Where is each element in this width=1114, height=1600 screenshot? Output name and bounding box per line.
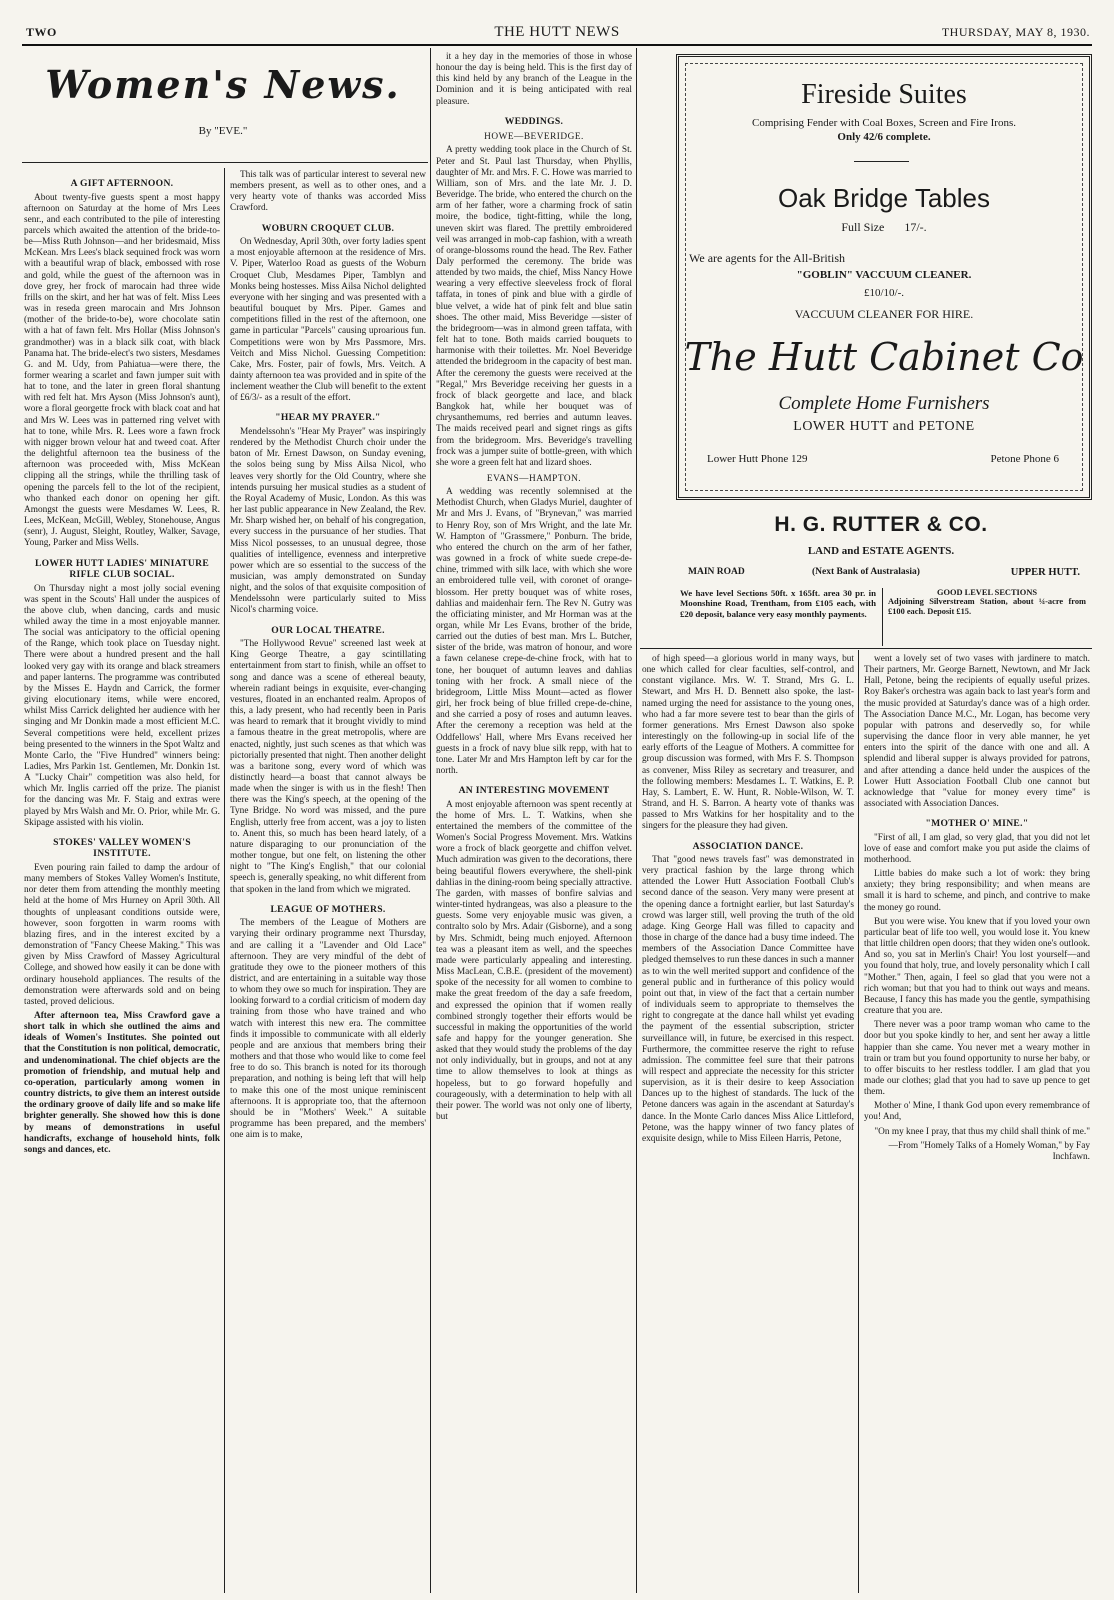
rutter-main-road: MAIN ROAD (688, 567, 745, 577)
article-text: A pretty wedding took place in the Church of St. Peter and St. Paul last Thursday, when Phyllis, daughter of Mr. and Mrs. F. C. Howe was married to William, son of Mrs. and the late Mr. J. D. Beveridge. The bride, who entered the church on the arm of her father, wore a charming frock of satin moire, the bodice, tight-fitting, while the long, uneven skirt was flared. The prettily embroidered veil was arranged in mob-cap fashion, with a wreath of orange-blossoms round the head. The Rev. Father Daly performed the ceremony. The bride was attended by two maids, the chief, Miss Nancy Howe wearing a very effective sleeveless frock of floral taffata, in tones of pink and blue with a girdle of blue velvet, a wide hat of pink felt and blue satin shoes. The other maid, Miss Beveridge —sister of the bridegroom—was in almond green taffata, with felt hat to tone. Both maids carried bouquets to harmonise with their toilettes. Mr. Noel Beveridge attended the bridegroom in the capacity of best man. After the ceremony the guests were received at the "Regal," Mrs Beveridge receiving her guests in a frock of black georgette and lace, and black Bangkok hat, while her bouquet was of chrysanthemums, red berries and autumn leaves. The maids received pearl and signet rings as gifts from the bridegroom. Mrs. Beveridge's travelling frock was a jumper suite of bottle-green, with which she wore a green felt hat and lizard shoes. (436, 145, 632, 468)
heading-local-theatre: OUR LOCAL THEATRE. (271, 624, 385, 636)
heading-league-of-mothers: LEAGUE OF MOTHERS. (270, 903, 386, 915)
ad-agents: We are agents for the All-British (689, 251, 845, 265)
article-text: Even pouring rain failed to damp the ardour of many members of Stokes Valley Women's Institute, nor deter them from attending the monthly meeting held at the home of Mrs Hurney on April 30th. All thoughts of unpleasant conditions outside were, however, soon forgotten in warm rooms with blazing fires, and in the interest excited by a demonstration of "Fancy Cheese Making." This was given by Miss Crawford of Massey Agricultural College, and showed how easily it can be done with ordinary household appliances. The results of the demonstration were afterwards sold and on being tasted, proved delicious. (24, 862, 220, 1007)
ad-hire: VACCUUM CLEANER FOR HIRE. (794, 307, 974, 321)
column-5 (864, 654, 1090, 1594)
ad-goblin: "GOBLIN" VACCUUM CLEANER. (796, 269, 972, 281)
article-text: After afternoon tea, Miss Crawford gave a short talk in which she outlined the aims and ideals of Women's Institutes. She pointed out that the Constitution is non political, democratic, and undenominational. The chief objects are the promotion of friendship, and mutual help and co-operation, particularly among women in country districts, to give them an interest outside the ordinary groove of daily life and so make life brighter generally. She showed how this is done by means of demonstrations in useful handicrafts, exchange of household hints, folk songs and dances, etc. (24, 1010, 220, 1155)
article-text: There never was a poor tramp woman who came to the door but you spoke kindly to her, and sent her away a little happier than she came. You never met a weary mother in train or tram but you found opportunity to nurse her baby, or to offer biscuits to her restless toddler. I am glad that you made our clothes; glad that you had to save up pence to get them. (864, 1020, 1090, 1098)
banner-rule (22, 162, 428, 163)
ad-tables-size (679, 220, 1089, 235)
article-text: This talk was of particular interest to several new members present, as well as to other ones, and a very hearty vote of thanks was accorded Miss Crawford. (230, 170, 426, 214)
ad-tagline: Complete Home Furnishers (778, 393, 990, 414)
article-text: On Thursday night a most jolly social evening was spent in the Scouts' Hall under the auspices of the above club, when dancing, cards and music whiled away the time in a most enjoyable manner. The social was anticipatory to the official opening of the Range, which took place on Tuesday night. There were about a hundred present and the hall looked very gay with its orange and black streamers and paper lanterns. The programme was contributed by the Misses E. Haydn and Carrick, the former giving elocutionary items, while were encored, whilst Miss Carrick delighted her audience with her singing and Mr Donkin made a most efficient M.C. Several competitions were held, excellent prizes being presented to the winners in the Spot Waltz and Monte Carlo, the "Five Hundred" winners being: Ladies, Mrs Parkin 1st. Gentlemen, Mr. Donkin 1st. A "Lucky Chair" competition was also held, for which Mr. Inglis carried off the prize. The pianist for the dancing was Mr. F. Staig and extras were played by Mrs Walsh and Mr. O. Prior, while Mr. G. Skipage assisted with his violin. (24, 583, 220, 828)
article-text: Little babies do make such a lot of work: they bring anxiety; they bring responsibility; and when means are small it is hard to scheme, and pinch, and contrive to make the money go round. (864, 869, 1090, 913)
article-text: But you were wise. You knew that if you loved your own particular beat of life too well, you would lose it. You knew that little children open doors; that they widen one's outlook. And so, you sat in Merlin's Chair! You lost yourself—and you found that holy, true, and lovely personality which I call "Mother." Then, again, I feel so glad that you were not a rich woman; but that you had to think out ways and means. Because, I fancy this has made you the gentle, sympathising creature that you are. (864, 916, 1090, 1017)
ad-tables-price: 17/-. (904, 220, 927, 234)
section-title: Women's News. (45, 62, 401, 107)
rutter-company: H. G. RUTTER & CO. (774, 513, 988, 536)
heading-woburn-croquet: WOBURN CROQUET CLUB. (261, 222, 395, 234)
article-text: That "good news travels fast" was demonstrated in very practical fashion by the large throng which attended the Lower Hutt Association Football Club's second dance of the season. Very many were present at the opening dance a fortnight earlier, but last Saturday's crowd was larger still, well proving the truth of the old adage. King George Hall was filled to capacity and those in charge of the dance had a busy time indeed. The members of the Association Dance Committee have pledged themselves to run these dances in such a manner as to win the well merited support and confidence of the general public and in furtherance of this policy would point out that, in view of the fact that a certain number of individuals seem to appropriate to themselves the right to congregate at the dance hall whilst yet evading the payment of the essential subscription, stricter surveillance will, in future, be exercised in this respect. Furthermore, the committee reserve the right to refuse admission. The committee feel sure that their patrons will respect and appreciate the necessity for this stricter supervision, as it is their desire to keep Association Dances up to the highest of standards. The luck of the Petone dancers was again in the ascendant at Saturday's dance. In the Monte Carlo dances Miss Alice Littleford, Petone, was the happy winner of two fancy plates of exquisite design, while to Miss Eileen Harris, Petone, (642, 855, 854, 1144)
ad-fireside-price: Only 42/6 complete. (837, 131, 931, 143)
ad-fireside-title: Fireside Suites (801, 79, 967, 110)
masthead (22, 22, 1092, 44)
heading-hear-my-prayer: "HEAR MY PRAYER." (275, 412, 381, 424)
article-text: About twenty-five guests spent a most happy afternoon on Saturday at the home of Mrs Lees senr., and each contributed to the pile of interesting parcels which awaited the attention of the bride-to-be—Miss Ruth Johnson—and her bridesmaid, Miss McKean. Mrs Lees's black sequined frock was worn with a beautiful wrap of black, embossed with rose and gold, while the guest of the afternoon was in dove grey, her frock of marocain had three wide frills on the skirt, and her hat was of felt. Miss Lees was in reseda green marocain and Mrs Johnson (mother of the bride-to-be), wore chocolate satin with a hat of fawn felt. Mrs Hollar (Miss Johnson's grandmother) was in a black silk coat, with black Panama hat. The bride-elect's two sisters, Mesdames G. and M. Udy, from Pahiatua—were there, the former wearing a scarlet and fawn jumper suit with hat to tone, and the later in green floral shantung with red felt hat. Mrs Ayson (Miss Johnson's aunt), wore a floral georgette frock with black coat and hat and Mrs W. Lees was in patterned ring velvet with hat to tone, while Mrs. R. Lees wore a fawn frock with nigger brown velour hat and tweed coat. After the delightful afternoon tea the business of the afternoon was proceeded with, Miss McKean clipping all the strings, while the thrilling task of opening the parcels fell to the lot of the recipient, who thanked each donor on opening her gift. Amongst the guests were Mesdames W. Lees, R. Lees, McKean, McGill, Webley, Stonehouse, Angus (senr), J. August, Sleight, Routley, Walker, Savage, Young, Parker and Miss Wells. (24, 192, 220, 549)
column-4 (642, 654, 854, 1594)
ad-company-name: The Hutt Cabinet Co (684, 335, 1084, 379)
column-3 (436, 52, 632, 1595)
column-rule (858, 650, 859, 1593)
article-text: On Wednesday, April 30th, over forty ladies spent a most enjoyable afternoon at the residence of Mrs. V. Piper, Waterloo Road as guests of the Woburn Croquet Club, Mesdames Piper, Tamblyn and Monks being hostesses. Miss Ailsa Nichol delighted everyone with her singing and was presented with a beautiful bouquet by Mrs. Piper. Games and competitions filled in the rest of the afternoon, one game in particular "Parcels" causing uproarious fun. Competitions were won by Mrs Passmore, Mrs. Veitch and Miss Nichol. Guessing Competition: Cake, Mrs. Foster, pair of fowls, Mrs. Veitch. A dainty afternoon tea was provided and in spite of the inclement weather the Club will benefit to the extent of £6/3/- as a result of the effort. (230, 237, 426, 404)
byline: By "EVE." (198, 125, 248, 137)
article-text: Mother o' Mine, I thank God upon every remembrance of you! And, (864, 1101, 1090, 1123)
ad-tables-title: Oak Bridge Tables (778, 183, 990, 213)
rutter-right-h1: GOOD LEVEL SECTIONS (936, 588, 1038, 597)
ad-fireside-desc: Comprising Fender with Coal Boxes, Screen and Fire Irons. (752, 117, 1016, 129)
article-text: "First of all, I am glad, so very glad, that you did not let love of ease and comfort make you put aside the claims of motherhood. (864, 832, 1090, 865)
column-rule (636, 48, 637, 1593)
ad-phone-lower-hutt: Lower Hutt Phone 129 (707, 453, 808, 465)
article-text: it a hey day in the memories of those in whose honour the day is being held. This is the first day of this kind held by any branch of the League in the Dominion and it is being anticipated with real pleasure. (436, 52, 632, 107)
heading-interesting-movement: AN INTERESTING MOVEMENT (458, 785, 610, 797)
subheading-howe-beveridge: HOWE—BEVERIDGE. (484, 132, 584, 143)
ad-phone-petone: Petone Phone 6 (990, 453, 1059, 465)
article-text: A most enjoyable afternoon was spent recently at the home of Mrs. L. T. Watkins, when she entertained the members of the committee of the Women's Social Progress Movement. Mrs. Watkins wore a frock of black georgette and chiffon velvet. Much admiration was given to the decorations, there being beautiful flowers everywhere, the shell-pink dahlias in the dining-room being specially attractive. The garden, with masses of bonfire salvias and winter-tinted hydrangeas, was also a pleasure to the guests. Some very enjoyable music was given, a contralto solo by Mrs. Adair (Gisborne), and a song by Mrs. Schmidt, being much enjoyed. Afternoon tea was a pleasant item as well, and the speeches made were particularly appealing and interesting. Miss MacLean, C.B.E. (president of the movement) spoke of the necessity for all women to combine to make the great freedom of the day a safe freedom, and expressed the opinion that if women really combined strongly together their efforts would be successful in making the opportunities of the world safe and happy for the younger generation. She asked that they would study the problems of the day not only individually, but in groups, and not at any time to allow themselves to look at things as hopeless, but to go forward hopefully and courageously, with a determination to help with all their power. The world was not only one of liberty, but (436, 799, 632, 1123)
article-text: A wedding was recently solemnised at the Methodist Church, when Gladys Muriel, daughter of Mr and Mrs J. Evans, of "Brynevan," was married to Henry Roy, son of Mrs Wright, and the late Mr. W. Hampton of "Grassmere," Ponburn. The bride, who entered the church on the arm of her father, was gowned in a frock of white suede crepe-de-chine, trimmed with silk lace, with which she wore an embroidered tulle veil, with coronet of orange-blossom. Her pretty bouquet was of white roses, dahlias and maidenhair fern. The Rev N. Gutry was the officiating minister, and Mr Horman was at the organ, while Mr Les Evans, brother of the bride, carried out the duties of best man. Mrs L. Butcher, sister of the bride, was matron of honour, and wore a fawn celanese crepe-de-chine frock, with hat to tone, her bouquet of autumn leaves and dahlias toning with her frock. A small niece of the bridegroom, Little Miss Mount—acted as flower girl, her frock being of blue frilled crepe-de-chine, and she carried a posy of roses and autumn leaves. After the ceremony a reception was held at the Oddfellows' Hall, where Mrs Evans received her guests in a frock of navy blue silk repp, with hat to tone. Later Mr and Mrs Hampton left by car for the north. (436, 487, 632, 777)
rutter-split-rule (882, 588, 883, 646)
article-text: went a lovely set of two vases with jardinere to match. Their partners, Mr. George Barnett, Newtown, and Mr Jack Hall, Petone, being the recipients of equally useful prizes. Roy Baker's orchestra was again back to last year's form and the music provided at Saturday's dance was of a high order. The Association Dance M.C., Mr. Logan, has become very popular with patrons and deservedly so, for while supervising the dance floor in very able manner, he yet enters into the spirit of the dance with one and all. A splendid and liberal supper is always provided for patrons, and after attending a dance held under the auspices of the Lower Hutt Association Football Club one cannot but acknowledge that "value for money every time" is associated with Association Dances. (864, 654, 1090, 810)
ad-goblin-price: £10/10/-. (863, 287, 905, 299)
rutter-upper: UPPER HUTT. (1010, 567, 1080, 578)
column-2 (230, 170, 426, 1595)
article-text: "The Hollywood Revue" screened last week at King George Theatre, a gay scintillating entertainment from start to finish, while an offset to song and dance was a scene of ethereal beauty, wherein radiant beings in exquisite, ever-changing vestures, floated in an enchanted realm. Apropos of this, a lady present, who had recently been in Paris was heard to remark that it brought vividly to mind a famous theatre in the great metropolis, where are enacted, nightly, just such scenes as that which was pictorially presented that night. Then another delight was a baritone song, every word of which was distinctly heard—a boast that cannot always be made when the singer is with us in the flesh! Then there was the King's speech, at the opening of the Tyne Bridge. No word was missed, and the pure English, utterly free from accent, was a joy to listen to. Anent this, so much has been heard lately, of a nature disparaging to our pronunciation of the mother tongue, but one felt, on listening the other night to "The King's English," that our colonial speech is, generally speaking, no whit different from that spoken in the land from which we migrated. (230, 639, 426, 895)
rutter-left-text (680, 588, 876, 648)
issue-date: THURSDAY, MAY 8, 1930. (941, 25, 1090, 39)
rutter-right-text (888, 588, 1086, 648)
top-rule (22, 44, 1092, 46)
heading-gift-afternoon: A GIFT AFTERNOON. (70, 178, 174, 189)
heading-weddings: WEDDINGS. (504, 115, 564, 127)
rutter-sub: LAND and ESTATE AGENTS. (807, 545, 955, 557)
column-1 (24, 170, 220, 1595)
article-text: The members of the League of Mothers are varying their ordinary programme next Thursday, and are calling it a "Lavender and Old Lace" afternoon. They are very mindful of the debt of gratitude they owe to the pioneer mothers of this district, and are entertaining in a suitable way those to whom they owe so much for inspiration. They are looking forward to a cordial criticism of modern day training from those who have trained and who watch with interest this new era. The committee finds it impossible to communicate with all elderly people and are anxious that members bring their mothers and that those who would like to come feel free to do so. This branch is noted for its thorough preparation, and nothing is being left that will help to make this one of the most unique reminiscent afternoons. It is appropriate too, that the afternoon should be in "Mothers' Week." A suitable programme has been prepared, and the members' one aim is to make, (230, 918, 426, 1141)
article-text: of high speed—a glorious world in many ways, but one which called for clear faculties, self-control, and constant vigilance. Mrs. W. T. Strand, Mrs G. L. Stewart, and Mrs H. D. Bennett also spoke, the last-named urging the need for assistance to the young ones, who had a far more severe test to bear than the girls of former generations. Mrs Ernest Dawson also spoke interestingly on the following-up in social life of the early efforts of the League of Mothers. A committee for group discussion was formed, with Mrs F. S. Thompson as convener, Miss Riley as secretary and treasurer, and the following members: Mesdames L. T. Watkins, E. P. Hay, S. Lambert, E. W. Hunt, R. Noble-Wilson, W. T. Strand, and H. S. Barron. A hearty vote of thanks was passed to Mrs Watkins for her hospitality and to the singers for the pleasure they had given. (642, 654, 854, 832)
section-banner (28, 62, 418, 137)
subheading-evans-hampton: EVANS—HAMPTON. (486, 473, 582, 484)
ad-bottom-rule (640, 648, 1092, 649)
heading-mother-o-mine: "MOTHER O' MINE." (925, 818, 1029, 830)
column-rule (224, 168, 225, 1593)
article-text: Mendelssohn's "Hear My Prayer" was inspiringly rendered by the Methodist Church choir under the baton of Mr. Ernest Dawson, on Sunday evening, the solos being sung by Miss Ailsa Nicol, who leaves very shortly for the Old Country, where she intends pursuing her musical studies as a student of the Royal Academy of Music, London. As this was her last public appearance in New Zealand, the Rev. Mr. Sharp wished her, on behalf of his congregation, every success in the pursuance of her studies. That Miss Nicol possesses, to an unusual degree, those qualities of intelligence, evenness and interpretive power which are so essential to the success of the musician, was amply demonstrated on Sunday night, and the solos of that exquisite composition of Mendelssohn were particularly suited to Miss Nicol's charming voice. (230, 426, 426, 616)
heading-association-dance: ASSOCIATION DANCE. (692, 840, 804, 852)
ad-tables-size-label: Full Size (841, 220, 885, 234)
rutter-right-p1: Adjoining Silverstream Station, about ¼-acre from £100 each. Deposit £15. (888, 597, 1086, 616)
ad-locations: LOWER HUTT and PETONE (793, 419, 975, 434)
rutter-left-p1: We have level Sections 50ft. x 165ft. area 30 pr. in Moonshine Road, Trentham, from £105 each, with £20 deposit, balance very easy monthly payments. (680, 588, 876, 619)
rutter-next: (Next Bank of Australasia) (812, 567, 920, 577)
ad-divider (854, 161, 909, 162)
page-number: TWO (26, 25, 57, 39)
heading-stokes-valley: STOKES' VALLEY WOMEN'S INSTITUTE. (53, 836, 191, 860)
newspaper-title: THE HUTT NEWS (494, 24, 620, 40)
column-rule (430, 48, 431, 1593)
article-text: "On my knee I pray, that thus my child shall think of me." (874, 1126, 1090, 1137)
article-credit: —From "Homely Talks of a Homely Woman," by Fay Inchfawn. (888, 1140, 1090, 1162)
heading-rifle-club: LOWER HUTT LADIES' MINIATURE RIFLE CLUB SOCIAL. (34, 557, 210, 580)
advertisement-hutt-cabinet (676, 54, 1092, 500)
